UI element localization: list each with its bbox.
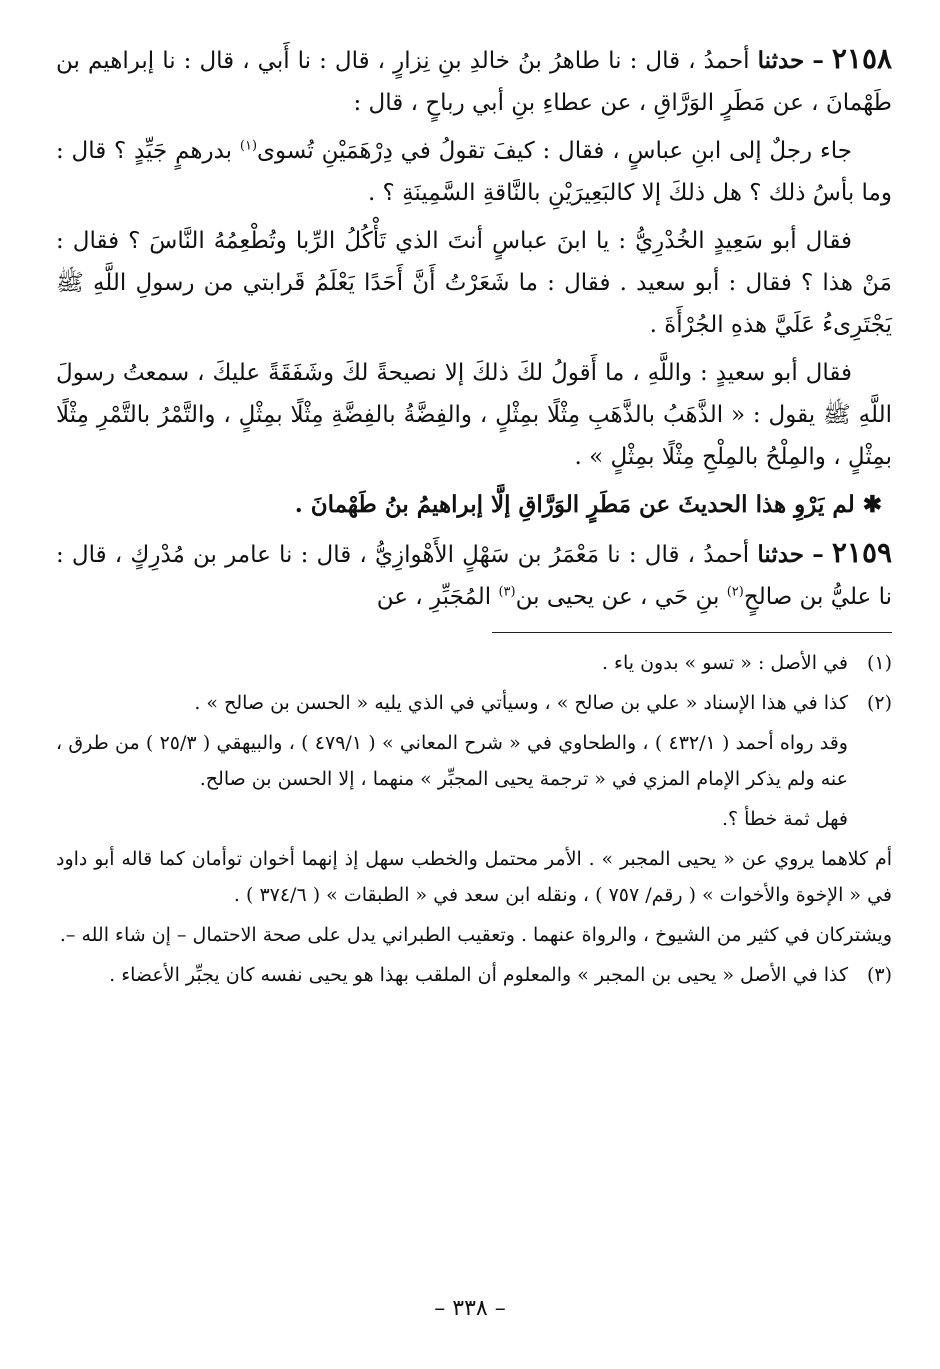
isnad-text: أحمدُ ، قال : نا طاهرُ بنُ خالدِ بنِ نِزارٍ ، قال : نا أَبي ، قال : نا إبراهيم بن طَهْمانَ ، عن مَطَرٍ الوَرَّاقِ ، عن عطاءِ بنِ أبي رباحٍ ، قال : [56, 48, 892, 116]
footnote-ref-3: (٣) [498, 584, 516, 600]
haddathana-keyword: حدثنا [757, 47, 805, 74]
footnote-3 [56, 957, 892, 993]
footnote-label: (٢) [866, 692, 892, 714]
isnad-text: المُجَبِّرِ ، عن [376, 584, 492, 610]
footnote-label: (١) [866, 652, 892, 674]
footnote-divider [492, 632, 892, 633]
isnad-text: أحمدُ ، قال : نا مَعْمَرُ بن سَهْلٍ الأَهْوازِيُّ ، قال : نا عامر بن مُدْرِكٍ ، قال : نا عليُّ بن صالحٍ [56, 542, 892, 610]
hadith-2158-paragraph-3: فقال أبو سعيدٍ : واللَّهِ ، ما أَقولُ لكَ ذلكَ إلا نصيحةً لكَ وشَفَقَةً عليكَ ، سمعتُ رسولَ اللَّهِ ﷺ يقول : « الذَّهَبُ بالذَّهَبِ مِثْلًا بمِثْلٍ ، والفِضَّةُ بالفِضَّةِ مِثْلًا بمِثْلٍ ، والتَّمْرُ بالتَّمْرِ مِثْلًا بمِثْلٍ ، والمِلْحُ بالمِلْحِ مِثْلًا بمِثْلٍ » . [56, 360, 892, 470]
footnote-2-continuation: أم كلاهما يروي عن « يحيى المجبر » . الأمر محتمل والخطب سهل إذ إنهما أخوان توأمان كما قاله أبو داود في « الإخوة والأخوات » ( رقم/ ٧٥٧ ) ، ونقله ابن سعد في « الطبقات » ( ٣٧٤/٦ ) . [56, 848, 892, 906]
paragraph-text: بدرهمٍ جَيِّدٍ ؟ قال : وما بأسُ ذلك ؟ هل ذلكَ إلا كالبَعِيرَيْنِ بالنَّاقةِ السَّمِينَةِ ؟ . [56, 138, 892, 206]
footnote-ref-2: (٢) [726, 584, 744, 600]
page [56, 38, 892, 997]
footnote-2-continuation: فهل ثمة خطأ ؟. [721, 808, 848, 830]
dash: – [812, 47, 824, 74]
footnote-label: (٣) [866, 964, 892, 986]
footnote-2-continuation: ويشتركان في كثير من الشيوخ ، والرواة عنهما . وتعقيب الطبراني يدل على صحة الاحتمال – إن شاء الله –. [59, 924, 892, 946]
paragraph-text: جاء رجلٌ إلى ابنِ عباسٍ ، فقال : كيفَ تقولُ في دِرْهَمَيْنِ تُسوى [257, 138, 852, 164]
dash: – [812, 541, 824, 568]
hadith-2158-paragraph-2: فقال أبو سَعِيدٍ الخُدْرِيُّ : يا ابنَ عباسٍ أنتَ الذي تَأْكُلُ الرِّبا وتُطْعِمُهُ النَّاسَ ؟ فقال : مَنْ هذا ؟ فقال : أبو سعيد . فقال : ما شَعَرْتُ أَنَّ أَحَدًا يَعْلَمُ قَرابتي من رسولِ اللَّهِ ﷺ يَجْتَرِىءُ عَلَيَّ هذهِ الجُرْأَةَ . [56, 228, 892, 338]
footnote-text: كذا في الأصل « يحيى بن المجبر » والمعلوم أن الملقب بهذا هو يحيى نفسه كان يجبِّر الأعضاء . [109, 964, 848, 986]
haddathana-keyword: حدثنا [757, 541, 805, 568]
footnote-1 [56, 645, 892, 681]
star-icon: ✱ [862, 491, 882, 518]
footnote-ref-1: (١) [239, 138, 258, 154]
page-number: – ٣٣٨ – [434, 1296, 506, 1321]
note-text: لم يَرْوِ هذا الحديثَ عن مَطَرٍ الوَرَّاقِ إلَّا إبراهيمُ بنُ طَهْمانَ . [294, 491, 855, 518]
hadith-2158-isnad [56, 38, 892, 124]
footnote-text: في الأصل : « تسو » بدون ياء . [601, 652, 848, 674]
hadith-2158-paragraph-1 [56, 130, 892, 214]
footnote-2-continuation: وقد رواه أحمد ( ٤٣٢/١ ) ، والطحاوي في « شرح المعاني » ( ٤٧٩/١ ) ، والبيهقي ( ٢٥/٣ ) من طرق ، عنه ولم يذكر الإمام المزي في « ترجمة يحيى المجبِّر » منهما ، إلا الحسن بن صالح. [56, 732, 848, 790]
hadith-number: ٢١٥٨ [831, 42, 893, 75]
hadith-number: ٢١٥٩ [831, 536, 893, 569]
footnote-text: كذا في هذا الإسناد « علي بن صالح » ، وسيأتي في الذي يليه « الحسن بن صالح » . [194, 692, 848, 714]
hadith-2159-isnad [56, 532, 892, 618]
isnad-text: بنِ حَي ، عن يحيى بن [515, 584, 720, 610]
editor-note [56, 484, 892, 526]
footnotes [56, 645, 892, 993]
footnote-2 [56, 685, 892, 721]
main-text [56, 38, 892, 618]
